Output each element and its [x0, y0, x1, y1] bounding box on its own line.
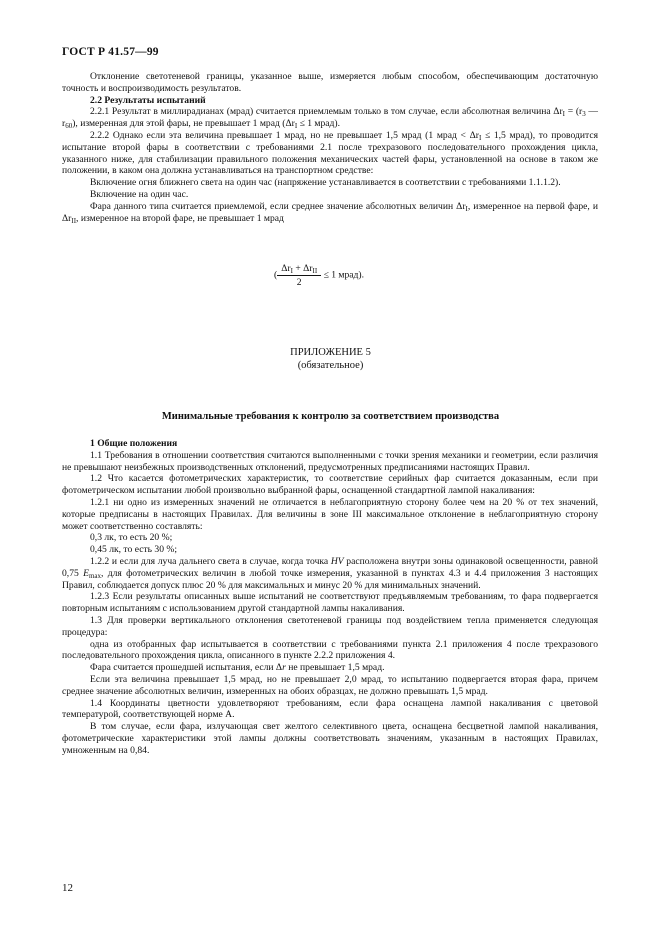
- average-formula: ( $\frac{\Delta r_I + \Delta r_{II}}{2}$ ≤ 1 мрад).: [274, 263, 365, 288]
- value-line-2: 0,45 лк, то есть 30 %;: [90, 544, 178, 556]
- paragraph-1-2-2: 1.2.2 и если для луча дальнего света в случае, когда точка HV расположена внутри зоны одинаковой освещенности, равной 0,75 $E_{max}$, для фотометрических величин в любой точке измерения, указанной в пунктах 4.3 и 4.4 приложения 3 настоящих Правил, соблюдается допуск плюс 20 % для максимальных и минус 20 % для минимальных значений.: [62, 555, 598, 591]
- paragraph-1-3-procedure: одна из отобранных фар испытывается в соответствии с требованиями пункта 2.1 приложения 4 после трехразового последовательного прохождения цикла, описанного в пункте 2.2.2 приложения 4.: [62, 638, 598, 662]
- paragraph-1-2-1: 1.2.1 ни одно из измеренных значений не отличается в неблагоприятную сторону более чем на 20 % от тех значений, которые предписаны в настоящих Правилах. Для величины в зоне III максимальное отклонение в неблагоприятную сторону может соответственно составлять:: [62, 496, 598, 532]
- paragraph-high-beam: Включение на один час.: [90, 188, 189, 200]
- appendix-body: [62, 438, 598, 757]
- paragraph-1-2: 1.2 Что касается фотометрических характеристик, то соответствие серийных фар считается доказанным, если при фотометрическом испытании любой произвольно выбранной фары, оснащенной стандартной лампой накаливания:: [62, 473, 598, 497]
- paragraph-1-4: 1.4 Координаты цветности удовлетворяют требованиям, если фара оснащена лампой накаливания с цветовой температурой, соответствующей норме А.: [62, 697, 598, 721]
- appendix-title: Минимальные требования к контролю за соответствием производства: [161, 411, 500, 422]
- paragraph-1-3-pass: Фара считается прошедшей испытания, если Δr не превышает 1,5 мрад.: [90, 662, 385, 674]
- paragraph-2-2-2: 2.2.2 Однако если эта величина превышает 1 мрад, но не превышает 1,5 мрад (1 мрад < $\Delta r_I \le 1,5$ мрад), то проводится испытание второй фары в соответствии с требованиями 2.1 после трехразового последовательного прохождения цикла, указанного ниже, для стабилизации правильного положения механических частей фары, установленной на основе в таком же положении, в каком она должна устанавливаться на транспортном средстве:: [62, 129, 598, 177]
- top-section: [62, 71, 598, 224]
- paragraph-acceptance: Фара данного типа считается приемлемой, если среднее значение абсолютных величин $\Delta r_I$, измеренное на первой фаре, и $\Delta r_{II}$, измеренное на второй фаре, не превышает 1 мрад: [62, 200, 598, 225]
- heading-2-2: 2.2 Результаты испытаний: [90, 94, 206, 106]
- paragraph-1-3-second: Если эта величина превышает 1,5 мрад, но не превышает 2,0 мрад, то испытанию подвергается вторая фара, причем среднее значение абсолютных величин, измеренных на обоих образцах, не должно превышать 1,5 мрад.: [62, 673, 598, 697]
- paragraph-1-2-3: 1.2.3 Если результаты описанных выше испытаний не соответствуют предъявляемым требованиям, то фара подвергается повторным испытаниям с использованием другой стандартной лампы накаливания.: [62, 591, 598, 615]
- paragraph-deviation: Отклонение светотеневой границы, указанное выше, измеряется любым способом, обеспечивающим достаточную точность и воспроизводимость результатов.: [62, 71, 598, 94]
- appendix-label: ПРИЛОЖЕНИЕ 5: [290, 347, 371, 358]
- heading-1: 1 Общие положения: [90, 438, 178, 449]
- paragraph-2-2-1: 2.2.1 Результат в миллирадианах (мрад) считается приемлемым только в том случае, если абсолютная величина $\Delta r_I = (r_3$ — $r_{60}$), измеренная для этой фары, не превышает 1 мрад ($\Delta r_I \le 1$ мрад).: [62, 106, 599, 131]
- paragraph-1-1: 1.1 Требования в отношении соответствия считаются выполненными с точки зрения механики и геометрии, если различия не превышают неизбежных производственных отклонений, предусмотренных предписаниями настоящих Правил.: [62, 449, 598, 473]
- value-line-1: 0,3 лк, то есть 20 %;: [90, 532, 173, 544]
- paragraph-1-4-yellow: В том случае, если фара, излучающая свет желтого селективного цвета, оснащена бесцветной лампой накаливания, фотометрические характеристики этой лампы должны соответствовать значениям, указанным в настоящих Правилах, умноженным на 0,84.: [62, 721, 598, 756]
- page-number: 12: [62, 882, 73, 894]
- paragraph-1-3: 1.3 Для проверки вертикального отклонения светотеневой границы под воздействием тепла применяется следующая процедура:: [62, 614, 598, 638]
- appendix-note: (обязательное): [297, 360, 364, 371]
- document-header: ГОСТ Р 41.57—99: [62, 46, 159, 58]
- paragraph-low-beam: Включение огня ближнего света на один час (напряжение устанавливается в соответствии с требованиями 1.1.1.2).: [90, 177, 561, 189]
